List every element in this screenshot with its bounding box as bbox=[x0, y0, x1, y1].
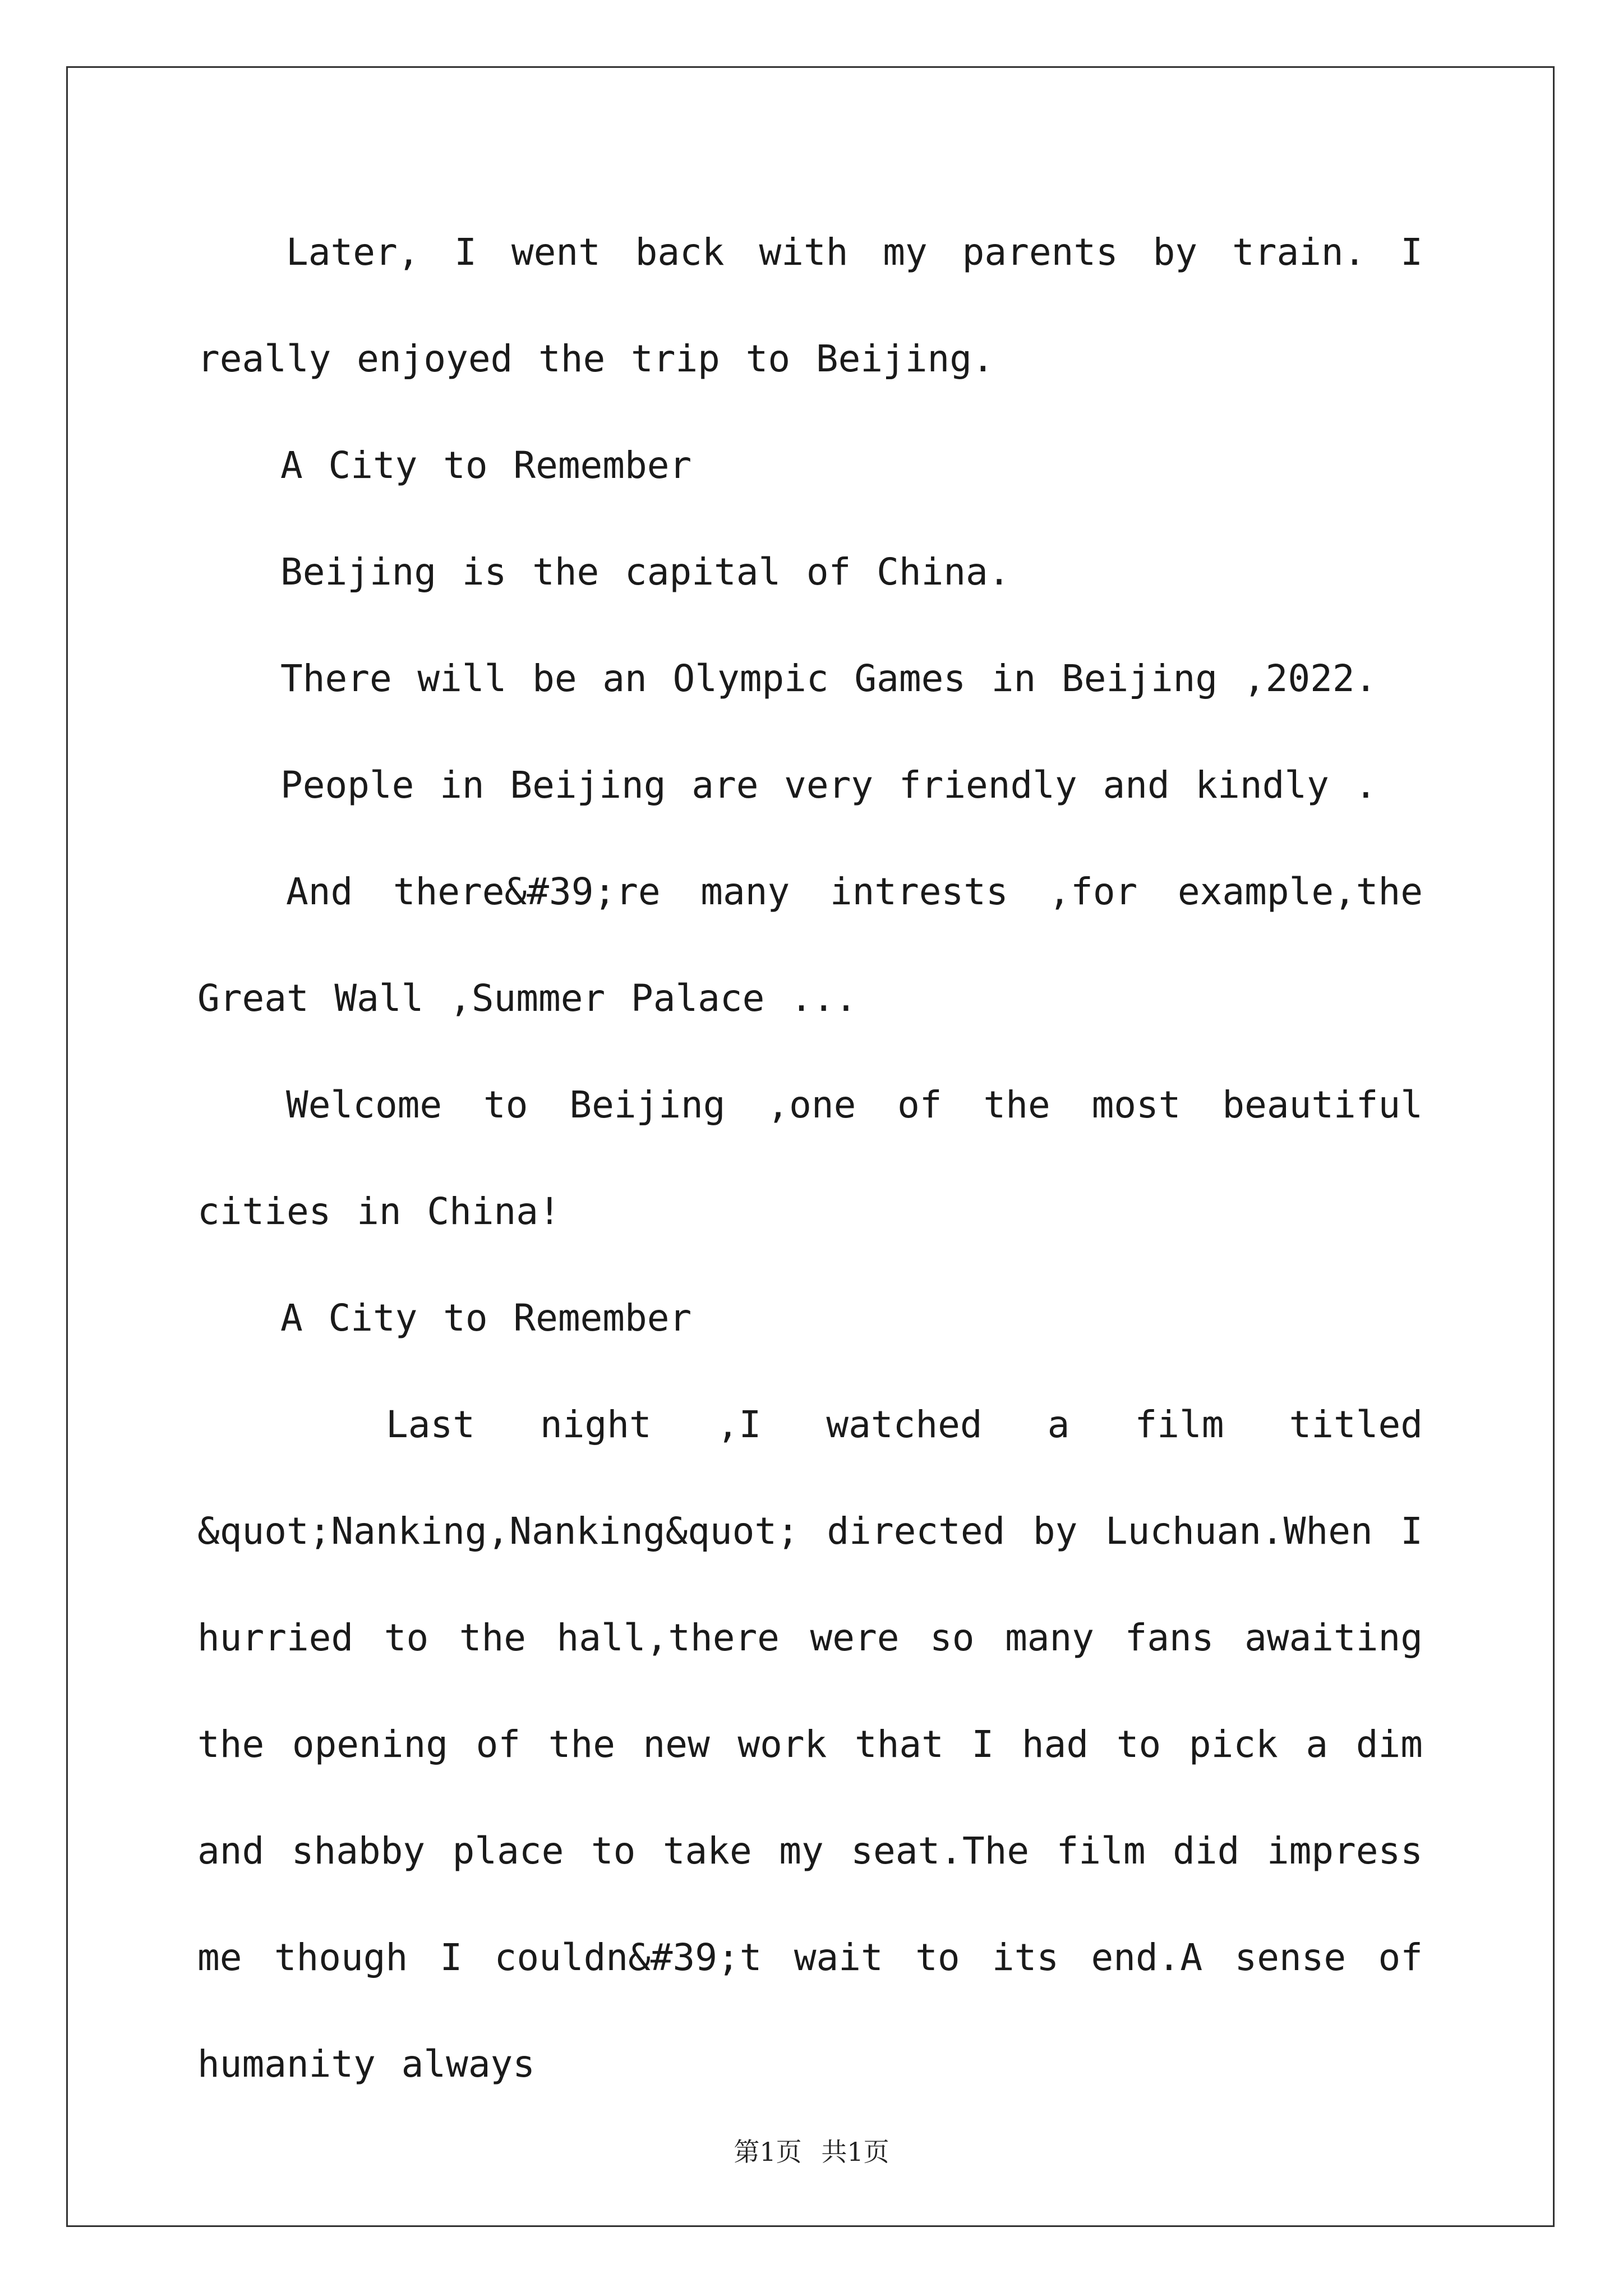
paragraph-welcome: Welcome to Beijing ,one of the most beautiful cities in China! bbox=[197, 1083, 1423, 1233]
paragraph-interests: And there&#39;re many intrests ,for example,the Great Wall ,Summer Palace ... bbox=[197, 870, 1423, 1020]
paragraph-capital: Beijing is the capital of China. bbox=[280, 550, 1011, 593]
paragraph-olympics: There will be an Olympic Games in Beijing ,2022. bbox=[280, 657, 1377, 700]
page-number-current: 第1页 bbox=[734, 2137, 802, 2167]
heading-city-to-remember: A City to Remember bbox=[280, 444, 692, 487]
page-footer bbox=[0, 2132, 1623, 2169]
page-number-total: 共1页 bbox=[821, 2137, 889, 2167]
paragraph-trip-ending: Later, I went back with my parents by train. I really enjoyed the trip to Beijing. bbox=[197, 231, 1423, 380]
document-body bbox=[197, 199, 1423, 2118]
paragraph-people: People in Beijing are very friendly and kindly . bbox=[280, 763, 1377, 807]
paragraph-film: Last night ,I watched a film titled &quot;Nanking,Nanking&quot; directed by Luchuan.When I hurried to the hall,there were so many fans awaiting the opening of the new work that I had to pick a dim and shabby place to take my seat.The film did impress me though I couldn&#39;t wait to its end.A sense of humanity always bbox=[197, 1403, 1423, 2086]
heading-city-to-remember-2: A City to Remember bbox=[280, 1296, 692, 1340]
